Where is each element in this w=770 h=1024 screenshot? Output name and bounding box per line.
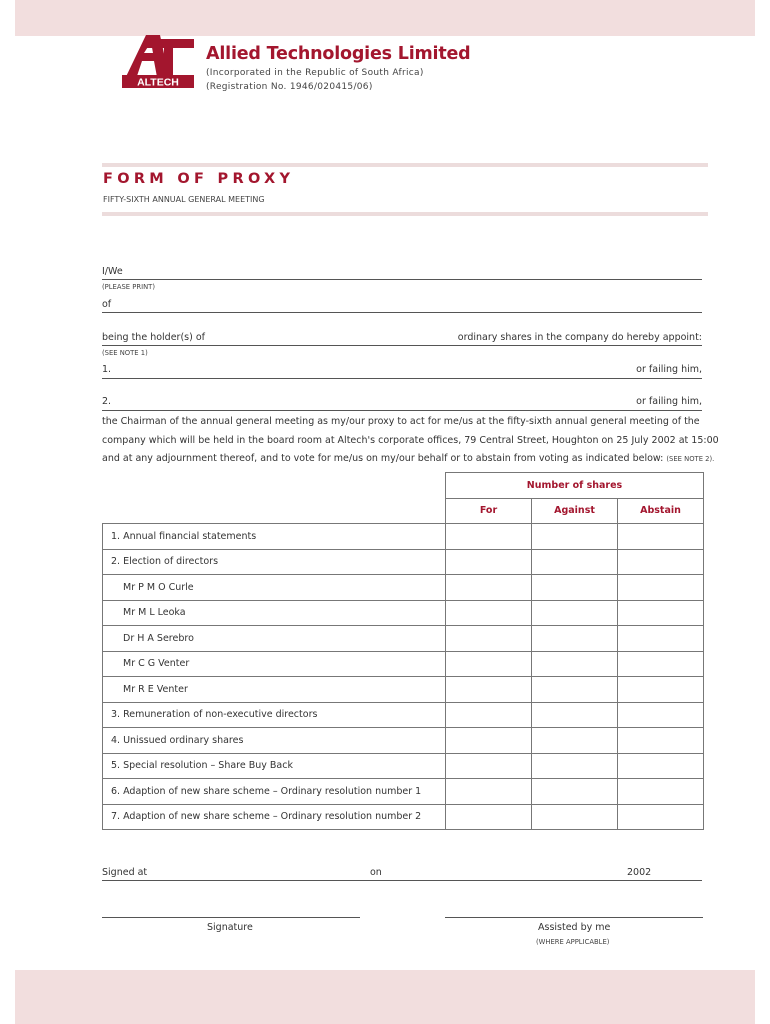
- proxy2-suffix: or failing him,: [636, 396, 702, 407]
- see-note-2: (SEE NOTE 2).: [666, 455, 715, 463]
- vote-cell-for[interactable]: [446, 779, 532, 805]
- year-label: 2002: [627, 867, 652, 878]
- vote-cell-abstain[interactable]: [618, 702, 704, 728]
- resolution-label: Mr C G Venter: [103, 651, 446, 677]
- vote-cell-against[interactable]: [532, 804, 618, 830]
- ordinary-shares-label: ordinary shares in the company do hereby appoint:: [457, 332, 702, 343]
- meeting-subtitle: FIFTY-SIXTH ANNUAL GENERAL MEETING: [103, 195, 265, 204]
- vote-cell-for[interactable]: [446, 600, 532, 626]
- vote-cell-abstain[interactable]: [618, 651, 704, 677]
- proxy2-field[interactable]: [102, 410, 702, 411]
- vote-cell-against[interactable]: [532, 677, 618, 703]
- vote-cell-for[interactable]: [446, 728, 532, 754]
- resolution-label: Mr P M O Curle: [103, 575, 446, 601]
- title-rule-bottom: [102, 212, 708, 216]
- shares-held-field[interactable]: [102, 345, 702, 346]
- vote-cell-for[interactable]: [446, 626, 532, 652]
- vote-cell-for[interactable]: [446, 702, 532, 728]
- address-field[interactable]: [102, 312, 702, 313]
- vote-cell-for[interactable]: [446, 804, 532, 830]
- vote-cell-for[interactable]: [446, 549, 532, 575]
- resolution-label: 6. Adaption of new share scheme – Ordinary resolution number 1: [103, 779, 446, 805]
- table-row: [103, 651, 704, 677]
- column-against: Against: [532, 498, 618, 524]
- vote-cell-for[interactable]: [446, 651, 532, 677]
- iwe-field[interactable]: [102, 279, 702, 280]
- vote-cell-abstain[interactable]: [618, 779, 704, 805]
- table-corner-blank: [103, 473, 446, 499]
- of-label: of: [102, 299, 112, 310]
- registration-note: (Registration No. 1946/020415/06): [206, 82, 373, 92]
- vote-cell-abstain[interactable]: [618, 804, 704, 830]
- proxy1-field[interactable]: [102, 378, 702, 379]
- vote-cell-abstain[interactable]: [618, 626, 704, 652]
- signed-at-label: Signed at: [102, 867, 148, 878]
- table-corner-blank-2: [103, 498, 446, 524]
- voting-table: [102, 472, 704, 830]
- table-group-header-row: [103, 473, 704, 499]
- altech-logo: [120, 33, 200, 93]
- resolution-label: Mr M L Leoka: [103, 600, 446, 626]
- vote-cell-against[interactable]: [532, 651, 618, 677]
- vote-cell-abstain[interactable]: [618, 575, 704, 601]
- table-row: [103, 728, 704, 754]
- table-column-header-row: [103, 498, 704, 524]
- table-row: [103, 626, 704, 652]
- instruction-line-2: company which will be held in the board room at Altech's corporate offices, 79 Central Street, Houghton on 25 July 2002 at 15:00: [102, 435, 719, 446]
- form-title: FORM OF PROXY: [103, 171, 295, 187]
- iwe-label: I/We: [102, 266, 123, 277]
- vote-cell-against[interactable]: [532, 575, 618, 601]
- resolution-label: 7. Adaption of new share scheme – Ordinary resolution number 2: [103, 804, 446, 830]
- vote-cell-against[interactable]: [532, 524, 618, 550]
- resolution-label: 4. Unissued ordinary shares: [103, 728, 446, 754]
- table-row: [103, 575, 704, 601]
- table-row: [103, 779, 704, 805]
- resolution-label: 5. Special resolution – Share Buy Back: [103, 753, 446, 779]
- top-decorative-band: [15, 0, 755, 36]
- resolution-label: 1. Annual financial statements: [103, 524, 446, 550]
- instruction-line-1: the Chairman of the annual general meeting as my/our proxy to act for me/us at the fifty-sixth annual general meeting of the: [102, 416, 700, 427]
- vote-cell-for[interactable]: [446, 575, 532, 601]
- vote-cell-against[interactable]: [532, 600, 618, 626]
- table-row: [103, 600, 704, 626]
- assisted-label: Assisted by me: [538, 922, 611, 933]
- resolution-label: 2. Election of directors: [103, 549, 446, 575]
- see-note-1: (SEE NOTE 1): [102, 349, 148, 357]
- vote-cell-against[interactable]: [532, 702, 618, 728]
- vote-cell-against[interactable]: [532, 626, 618, 652]
- vote-cell-against[interactable]: [532, 549, 618, 575]
- signature-label: Signature: [207, 922, 253, 933]
- table-row: [103, 702, 704, 728]
- table-row: [103, 549, 704, 575]
- assisted-signature-field[interactable]: [445, 917, 703, 918]
- holder-label: being the holder(s) of: [102, 332, 205, 343]
- proxy2-label: 2.: [102, 396, 112, 407]
- resolution-label: Dr H A Serebro: [103, 626, 446, 652]
- vote-cell-for[interactable]: [446, 753, 532, 779]
- vote-cell-for[interactable]: [446, 524, 532, 550]
- vote-cell-abstain[interactable]: [618, 728, 704, 754]
- proxy1-suffix: or failing him,: [636, 364, 702, 375]
- vote-cell-against[interactable]: [532, 779, 618, 805]
- bottom-decorative-band: [15, 970, 755, 1024]
- column-for: For: [446, 498, 532, 524]
- table-row: [103, 804, 704, 830]
- number-of-shares-header: Number of shares: [446, 473, 704, 499]
- vote-cell-abstain[interactable]: [618, 753, 704, 779]
- resolution-label: Mr R E Venter: [103, 677, 446, 703]
- signed-at-field[interactable]: [102, 880, 702, 881]
- vote-cell-abstain[interactable]: [618, 524, 704, 550]
- logo-text: ALTECH: [137, 76, 179, 89]
- table-row: [103, 524, 704, 550]
- vote-cell-abstain[interactable]: [618, 549, 704, 575]
- incorporated-note: (Incorporated in the Republic of South Africa): [206, 68, 424, 78]
- vote-cell-against[interactable]: [532, 753, 618, 779]
- column-abstain: Abstain: [618, 498, 704, 524]
- where-applicable-note: (WHERE APPLICABLE): [536, 938, 610, 946]
- signature-field[interactable]: [102, 917, 360, 918]
- on-label: on: [370, 867, 382, 878]
- vote-cell-abstain[interactable]: [618, 677, 704, 703]
- company-name: Allied Technologies Limited: [206, 44, 471, 64]
- table-row: [103, 677, 704, 703]
- table-row: [103, 753, 704, 779]
- vote-cell-against[interactable]: [532, 728, 618, 754]
- vote-cell-abstain[interactable]: [618, 600, 704, 626]
- instruction-line-3: [102, 453, 714, 464]
- vote-cell-for[interactable]: [446, 677, 532, 703]
- please-print-note: (PLEASE PRINT): [102, 283, 155, 291]
- resolution-label: 3. Remuneration of non-executive directors: [103, 702, 446, 728]
- title-rule-top: [102, 163, 708, 167]
- instruction-line-3-text: and at any adjournment thereof, and to vote for me/us on my/our behalf or to abstain from voting as indicated below:: [102, 453, 664, 464]
- proxy1-label: 1.: [102, 364, 112, 375]
